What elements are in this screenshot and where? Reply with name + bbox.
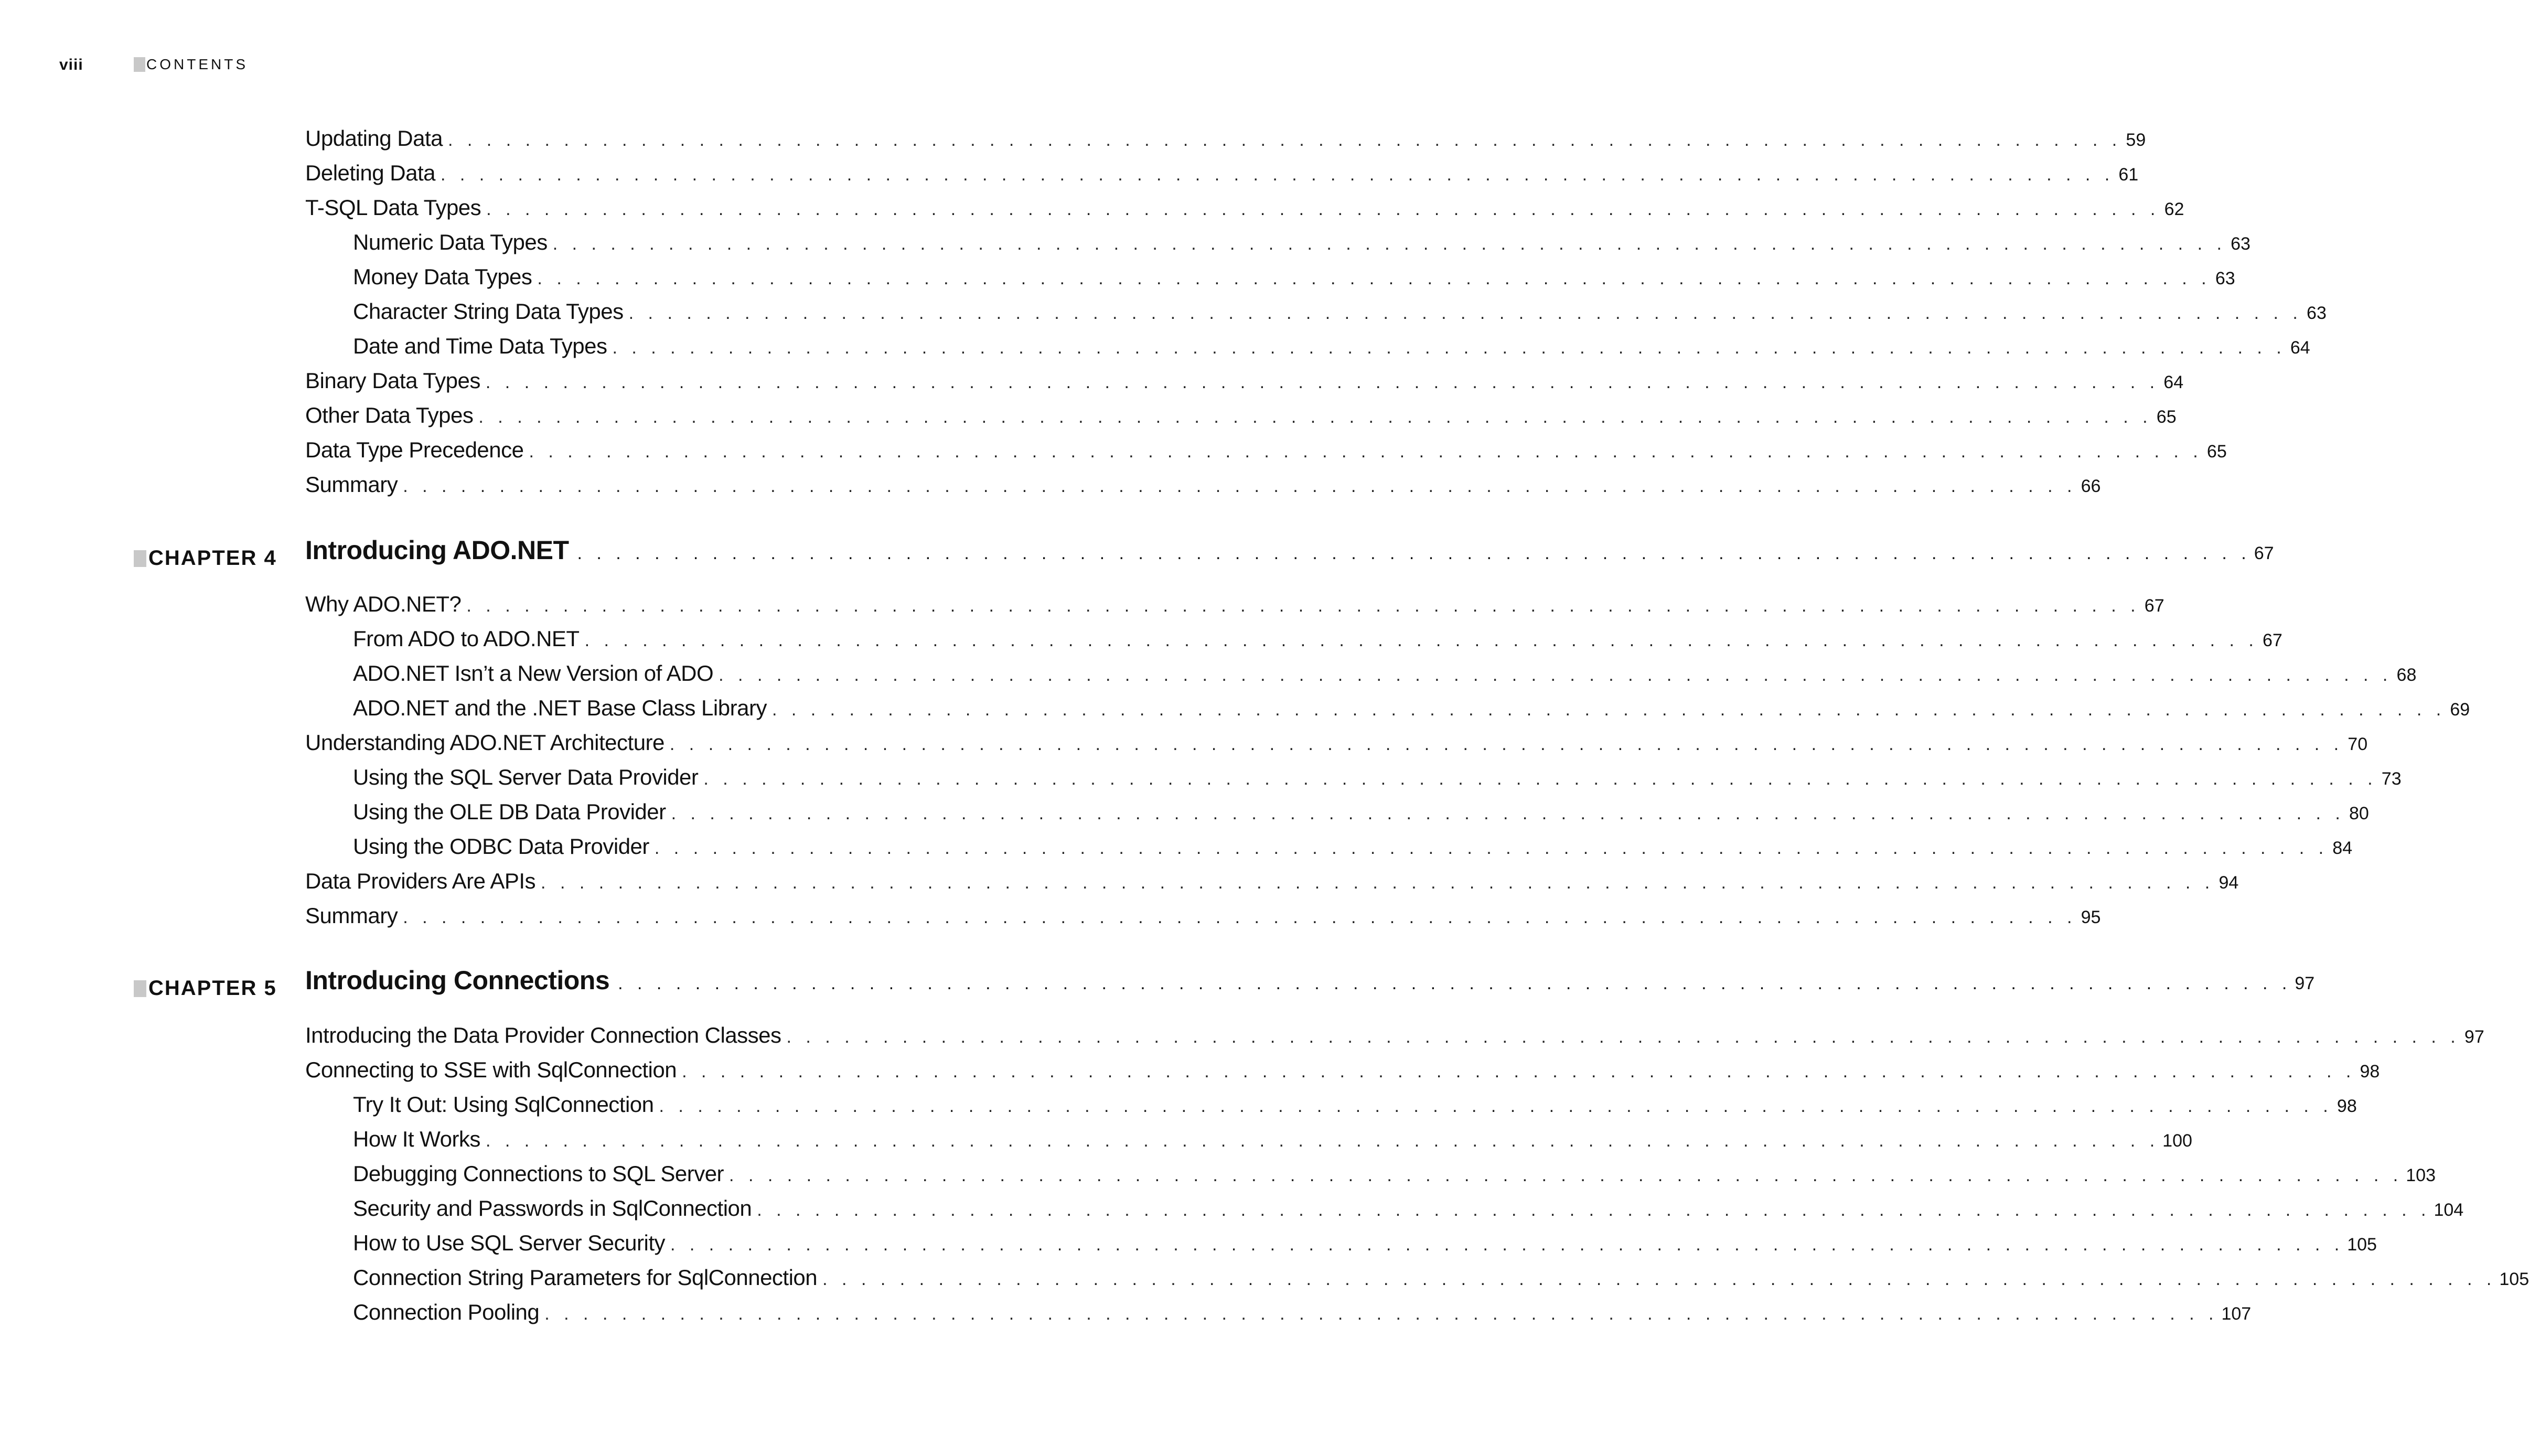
toc-entry-title: Summary [305, 472, 398, 497]
toc-subentry[interactable] [353, 299, 2327, 328]
dot-leader: . . . . . . . . . . . . . . . . . . . . . . . . . . . . . . . . . . . . . . . . . . . . . . . . . . . . . . . . . . . . . . . . . . . . . . . . . . . . . . . . . . . . . . . [703, 769, 2377, 789]
toc-entry[interactable] [305, 869, 2239, 898]
toc-entry-page: 97 [2464, 1027, 2484, 1047]
dot-leader: . . . . . . . . . . . . . . . . . . . . . . . . . . . . . . . . . . . . . . . . . . . . . . . . . . . . . . . . . . . . . . . . . . . . . . . . . . . . . . . . . . . . . . . [529, 442, 2203, 462]
toc-entry-page: 80 [2349, 804, 2369, 823]
chapter-title: Introducing Connections [305, 966, 610, 995]
toc-entry-title: Using the OLE DB Data Provider [353, 799, 666, 824]
toc-entry-page: 70 [2348, 734, 2368, 754]
toc-entry-title: Date and Time Data Types [353, 334, 607, 358]
toc-entry-title: Summary [305, 903, 398, 928]
chapter-marker [134, 980, 146, 997]
dot-leader: . . . . . . . . . . . . . . . . . . . . . . . . . . . . . . . . . . . . . . . . . . . . . . . . . . . . . . . . . . . . . . . . . . . . . . . . . . . . . . . . . . . . . . . [485, 372, 2160, 392]
toc-entry-title: Introducing the Data Provider Connection Classes [305, 1023, 781, 1047]
toc-subentry[interactable] [353, 765, 2402, 794]
dot-leader: . . . . . . . . . . . . . . . . . . . . . . . . . . . . . . . . . . . . . . . . . . . . . . . . . . . . . . . . . . . . . . . . . . . . . . . . . . . . . . . . . . . . . . . [669, 734, 2344, 754]
dot-leader: . . . . . . . . . . . . . . . . . . . . . . . . . . . . . . . . . . . . . . . . . . . . . . . . . . . . . . . . . . . . . . . . . . . . . . . . . . . . . . . . . . . . . . . [628, 303, 2302, 323]
toc-entry-title: Data Type Precedence [305, 437, 524, 462]
toc-entry-page: 67 [2144, 596, 2164, 616]
toc-entry-title: Binary Data Types [305, 368, 480, 393]
toc-entry-page: 66 [2081, 476, 2101, 496]
dot-leader: . . . . . . . . . . . . . . . . . . . . . . . . . . . . . . . . . . . . . . . . . . . . . . . . . . . . . . . . . . . . . . . . . . . . . . . . . . . . . . . . . . . . . . . [403, 476, 2077, 496]
toc-entry-title: Character String Data Types [353, 299, 624, 324]
toc-entry-page: 65 [2156, 407, 2177, 427]
dot-leader: . . . . . . . . . . . . . . . . . . . . . . . . . . . . . . . . . . . . . . . . . . . . . . . . . . . . . . . . . . . . . . . . . . . . . . . . . . . . . . . . . . . . . . . [478, 407, 2152, 427]
toc-subentry[interactable] [353, 1092, 2357, 1121]
toc-entry[interactable] [305, 730, 2368, 759]
toc-entry-page: 84 [2332, 838, 2353, 858]
toc-entry-title: Numeric Data Types [353, 230, 548, 254]
toc-entry[interactable] [305, 903, 2101, 933]
page-header [0, 0, 1102, 105]
dot-leader: . . . . . . . . . . . . . . . . . . . . . . . . . . . . . . . . . . . . . . . . . . . . . . . . . . . . . . . . . . . . . . . . . . . . . . . . . . . . . . . . . . . . . . . [682, 1062, 2356, 1082]
toc-entry-title: Connection String Parameters for SqlConnection [353, 1265, 818, 1290]
chapter-label [134, 547, 277, 570]
chapter-page: 67 [2254, 543, 2274, 563]
toc-entry-page: 63 [2215, 269, 2235, 288]
toc-entry-title: How It Works [353, 1127, 480, 1151]
toc-entry-page: 105 [2499, 1269, 2529, 1289]
toc-entry-title: Other Data Types [305, 403, 474, 427]
toc-entry-title: Understanding ADO.NET Architecture [305, 730, 665, 755]
toc-entry[interactable] [305, 592, 2164, 621]
toc-entry[interactable] [305, 472, 2101, 501]
toc-entry-page: 62 [2164, 199, 2184, 219]
toc-entry-title: Connecting to SSE with SqlConnection [305, 1057, 677, 1082]
chapter-marker [134, 550, 146, 567]
toc-entry-title: Using the ODBC Data Provider [353, 834, 649, 859]
toc-subentry[interactable] [353, 626, 2282, 656]
toc-entry-title: Money Data Types [353, 264, 532, 289]
chapter-4-heading [0, 535, 2274, 572]
toc-entry-title: Data Providers Are APIs [305, 869, 536, 893]
toc-entry-title: Try It Out: Using SqlConnection [353, 1092, 654, 1117]
dot-leader: . . . . . . . . . . . . . . . . . . . . . . . . . . . . . . . . . . . . . . . . . . . . . . . . . . . . . . . . . . . . . . . . . . . . . . . . . . . . . . . . . . . . . . . [403, 907, 2077, 927]
toc-entry-title: Security and Passwords in SqlConnection [353, 1196, 752, 1221]
toc-entry-page: 100 [2162, 1131, 2192, 1151]
dot-leader: . . . . . . . . . . . . . . . . . . . . . . . . . . . . . . . . . . . . . . . . . . . . . . . . . . . . . . . . . . . . . . . . . . . . . . . . . . . . . . . . . . . . . . . [822, 1269, 2496, 1289]
running-head-marker [134, 57, 145, 72]
toc-subentry[interactable] [353, 334, 2310, 363]
toc-entry-page: 69 [2450, 700, 2470, 720]
toc-entry-page: 61 [2118, 165, 2139, 185]
toc-entry-title: ADO.NET Isn’t a New Version of ADO [353, 661, 714, 686]
dot-leader: . . . . . . . . . . . . . . . . . . . . . . . . . . . . . . . . . . . . . . . . . . . . . . . . . . . . . . . . . . . . . . . . . . . . . . . . . . . . . . . . . . . . . . . [541, 873, 2215, 893]
toc-entry-page: 105 [2347, 1235, 2377, 1255]
toc-subentry[interactable] [353, 1300, 2252, 1329]
dot-leader: . . . . . . . . . . . . . . . . . . . . . . . . . . . . . . . . . . . . . . . . . . . . . . . . . . . . . . . . . . . . . . . . . . . . . . . . . . . . . . . . . . . . . . . [486, 199, 2160, 219]
toc-entry-title: Using the SQL Server Data Provider [353, 765, 699, 789]
toc-entry-title: Debugging Connections to SQL Server [353, 1161, 724, 1186]
toc-entry-page: 107 [2221, 1304, 2252, 1324]
toc-entry-page: 63 [2307, 303, 2327, 323]
toc-entry-page: 103 [2406, 1165, 2436, 1185]
toc-subentry[interactable] [353, 1161, 2436, 1191]
chapter-5-heading [0, 965, 2315, 1002]
toc-entry-page: 73 [2381, 769, 2402, 789]
dot-leader: . . . . . . . . . . . . . . . . . . . . . . . . . . . . . . . . . . . . . . . . . . . . . . . . . . . . . . . . . . . . . . . . . . . . . . . . . . . . . . . . . . . . . . . [670, 1235, 2344, 1255]
toc-entry[interactable] [305, 403, 2177, 432]
toc-entry-title: T-SQL Data Types [305, 195, 481, 220]
toc-subentry[interactable] [353, 695, 2470, 725]
toc-subentry[interactable] [353, 834, 2353, 863]
toc-entry-title: Connection Pooling [353, 1300, 540, 1324]
chapter-title: Introducing ADO.NET [305, 536, 569, 565]
toc-entry[interactable] [305, 437, 2227, 467]
dot-leader: . . . . . . . . . . . . . . . . . . . . . . . . . . . . . . . . . . . . . . . . . . . . . . . . . . . . . . . . . . . . . . . . . . . . . . . . . . . . . . . . . . . . . . . [618, 973, 2292, 993]
dot-leader: . . . . . . . . . . . . . . . . . . . . . . . . . . . . . . . . . . . . . . . . . . . . . . . . . . . . . . . . . . . . . . . . . . . . . . . . . . . . . . . . . . . . . . . [786, 1027, 2460, 1047]
toc-entry-title: Why ADO.NET? [305, 592, 462, 616]
dot-leader: . . . . . . . . . . . . . . . . . . . . . . . . . . . . . . . . . . . . . . . . . . . . . . . . . . . . . . . . . . . . . . . . . . . . . . . . . . . . . . . . . . . . . . . [584, 630, 2258, 650]
toc-entry-page: 95 [2081, 907, 2101, 927]
chapter-label [134, 977, 277, 1000]
dot-leader: . . . . . . . . . . . . . . . . . . . . . . . . . . . . . . . . . . . . . . . . . . . . . . . . . . . . . . . . . . . . . . . . . . . . . . . . . . . . . . . . . . . . . . . [729, 1165, 2403, 1185]
chapter-title-line[interactable] [305, 535, 2274, 565]
dot-leader: . . . . . . . . . . . . . . . . . . . . . . . . . . . . . . . . . . . . . . . . . . . . . . . . . . . . . . . . . . . . . . . . . . . . . . . . . . . . . . . . . . . . . . . [771, 700, 2446, 720]
dot-leader: . . . . . . . . . . . . . . . . . . . . . . . . . . . . . . . . . . . . . . . . . . . . . . . . . . . . . . . . . . . . . . . . . . . . . . . . . . . . . . . . . . . . . . . [544, 1304, 2219, 1324]
toc-entry-page: 63 [2231, 234, 2251, 254]
toc-subentry[interactable] [353, 799, 2369, 829]
running-head-text: CONTENTS [146, 56, 248, 72]
toc-entry-page: 64 [2290, 338, 2310, 358]
dot-leader: . . . . . . . . . . . . . . . . . . . . . . . . . . . . . . . . . . . . . . . . . . . . . . . . . . . . . . . . . . . . . . . . . . . . . . . . . . . . . . . . . . . . . . . [671, 804, 2345, 823]
toc-entry[interactable] [305, 368, 2184, 398]
toc-entry[interactable] [305, 160, 2139, 190]
toc-subentry[interactable] [353, 1127, 2192, 1156]
toc-subentry[interactable] [353, 230, 2251, 259]
toc-entry-page: 94 [2219, 873, 2239, 893]
toc-entry[interactable] [305, 195, 2184, 224]
dot-leader: . . . . . . . . . . . . . . . . . . . . . . . . . . . . . . . . . . . . . . . . . . . . . . . . . . . . . . . . . . . . . . . . . . . . . . . . . . . . . . . . . . . . . . . [448, 130, 2122, 150]
toc-entry-page: 68 [2396, 665, 2417, 685]
toc-entry[interactable] [305, 126, 2146, 155]
toc-entry-page: 64 [2163, 372, 2184, 392]
toc-subentry[interactable] [353, 1196, 2464, 1225]
toc-entry-page: 98 [2360, 1062, 2380, 1082]
dot-leader: . . . . . . . . . . . . . . . . . . . . . . . . . . . . . . . . . . . . . . . . . . . . . . . . . . . . . . . . . . . . . . . . . . . . . . . . . . . . . . . . . . . . . . . [552, 234, 2226, 254]
toc-entry[interactable] [305, 1023, 2484, 1052]
toc-entry-page: 104 [2434, 1200, 2464, 1220]
chapter-label-text: CHAPTER 4 [148, 547, 277, 570]
chapter-page: 97 [2295, 973, 2315, 993]
dot-leader: . . . . . . . . . . . . . . . . . . . . . . . . . . . . . . . . . . . . . . . . . . . . . . . . . . . . . . . . . . . . . . . . . . . . . . . . . . . . . . . . . . . . . . . [654, 838, 2329, 858]
toc-subentry[interactable] [353, 661, 2417, 690]
toc-entry-page: 59 [2126, 130, 2146, 150]
toc-entry-title: ADO.NET and the .NET Base Class Library [353, 695, 767, 720]
toc-subentry[interactable] [353, 1230, 2377, 1260]
dot-leader: . . . . . . . . . . . . . . . . . . . . . . . . . . . . . . . . . . . . . . . . . . . . . . . . . . . . . . . . . . . . . . . . . . . . . . . . . . . . . . . . . . . . . . . [757, 1200, 2431, 1220]
toc-entry-title: From ADO to ADO.NET [353, 626, 580, 651]
dot-leader: . . . . . . . . . . . . . . . . . . . . . . . . . . . . . . . . . . . . . . . . . . . . . . . . . . . . . . . . . . . . . . . . . . . . . . . . . . . . . . . . . . . . . . . [612, 338, 2286, 358]
toc-entry-page: 67 [2262, 630, 2282, 650]
toc-subentry[interactable] [353, 264, 2235, 294]
dot-leader: . . . . . . . . . . . . . . . . . . . . . . . . . . . . . . . . . . . . . . . . . . . . . . . . . . . . . . . . . . . . . . . . . . . . . . . . . . . . . . . . . . . . . . . [659, 1096, 2333, 1116]
toc-entry[interactable] [305, 1057, 2380, 1087]
toc-subentry[interactable] [353, 1265, 2529, 1294]
dot-leader: . . . . . . . . . . . . . . . . . . . . . . . . . . . . . . . . . . . . . . . . . . . . . . . . . . . . . . . . . . . . . . . . . . . . . . . . . . . . . . . . . . . . . . . [485, 1131, 2160, 1151]
dot-leader: . . . . . . . . . . . . . . . . . . . . . . . . . . . . . . . . . . . . . . . . . . . . . . . . . . . . . . . . . . . . . . . . . . . . . . . . . . . . . . . . . . . . . . . [440, 165, 2115, 185]
toc-entry-page: 65 [2206, 442, 2227, 462]
dot-leader: . . . . . . . . . . . . . . . . . . . . . . . . . . . . . . . . . . . . . . . . . . . . . . . . . . . . . . . . . . . . . . . . . . . . . . . . . . . . . . . . . . . . . . . [577, 543, 2251, 563]
toc-entry-title: Updating Data [305, 126, 443, 151]
toc-entry-title: How to Use SQL Server Security [353, 1230, 665, 1255]
dot-leader: . . . . . . . . . . . . . . . . . . . . . . . . . . . . . . . . . . . . . . . . . . . . . . . . . . . . . . . . . . . . . . . . . . . . . . . . . . . . . . . . . . . . . . . [537, 269, 2211, 288]
chapter-label-text: CHAPTER 5 [148, 977, 277, 1000]
toc-entry-page: 98 [2337, 1096, 2357, 1116]
dot-leader: . . . . . . . . . . . . . . . . . . . . . . . . . . . . . . . . . . . . . . . . . . . . . . . . . . . . . . . . . . . . . . . . . . . . . . . . . . . . . . . . . . . . . . . [719, 665, 2393, 685]
running-head [134, 56, 248, 73]
toc-entry-title: Deleting Data [305, 160, 435, 185]
dot-leader: . . . . . . . . . . . . . . . . . . . . . . . . . . . . . . . . . . . . . . . . . . . . . . . . . . . . . . . . . . . . . . . . . . . . . . . . . . . . . . . . . . . . . . . [466, 596, 2140, 616]
chapter-title-line[interactable] [305, 965, 2315, 995]
page-number: viii [59, 56, 83, 73]
